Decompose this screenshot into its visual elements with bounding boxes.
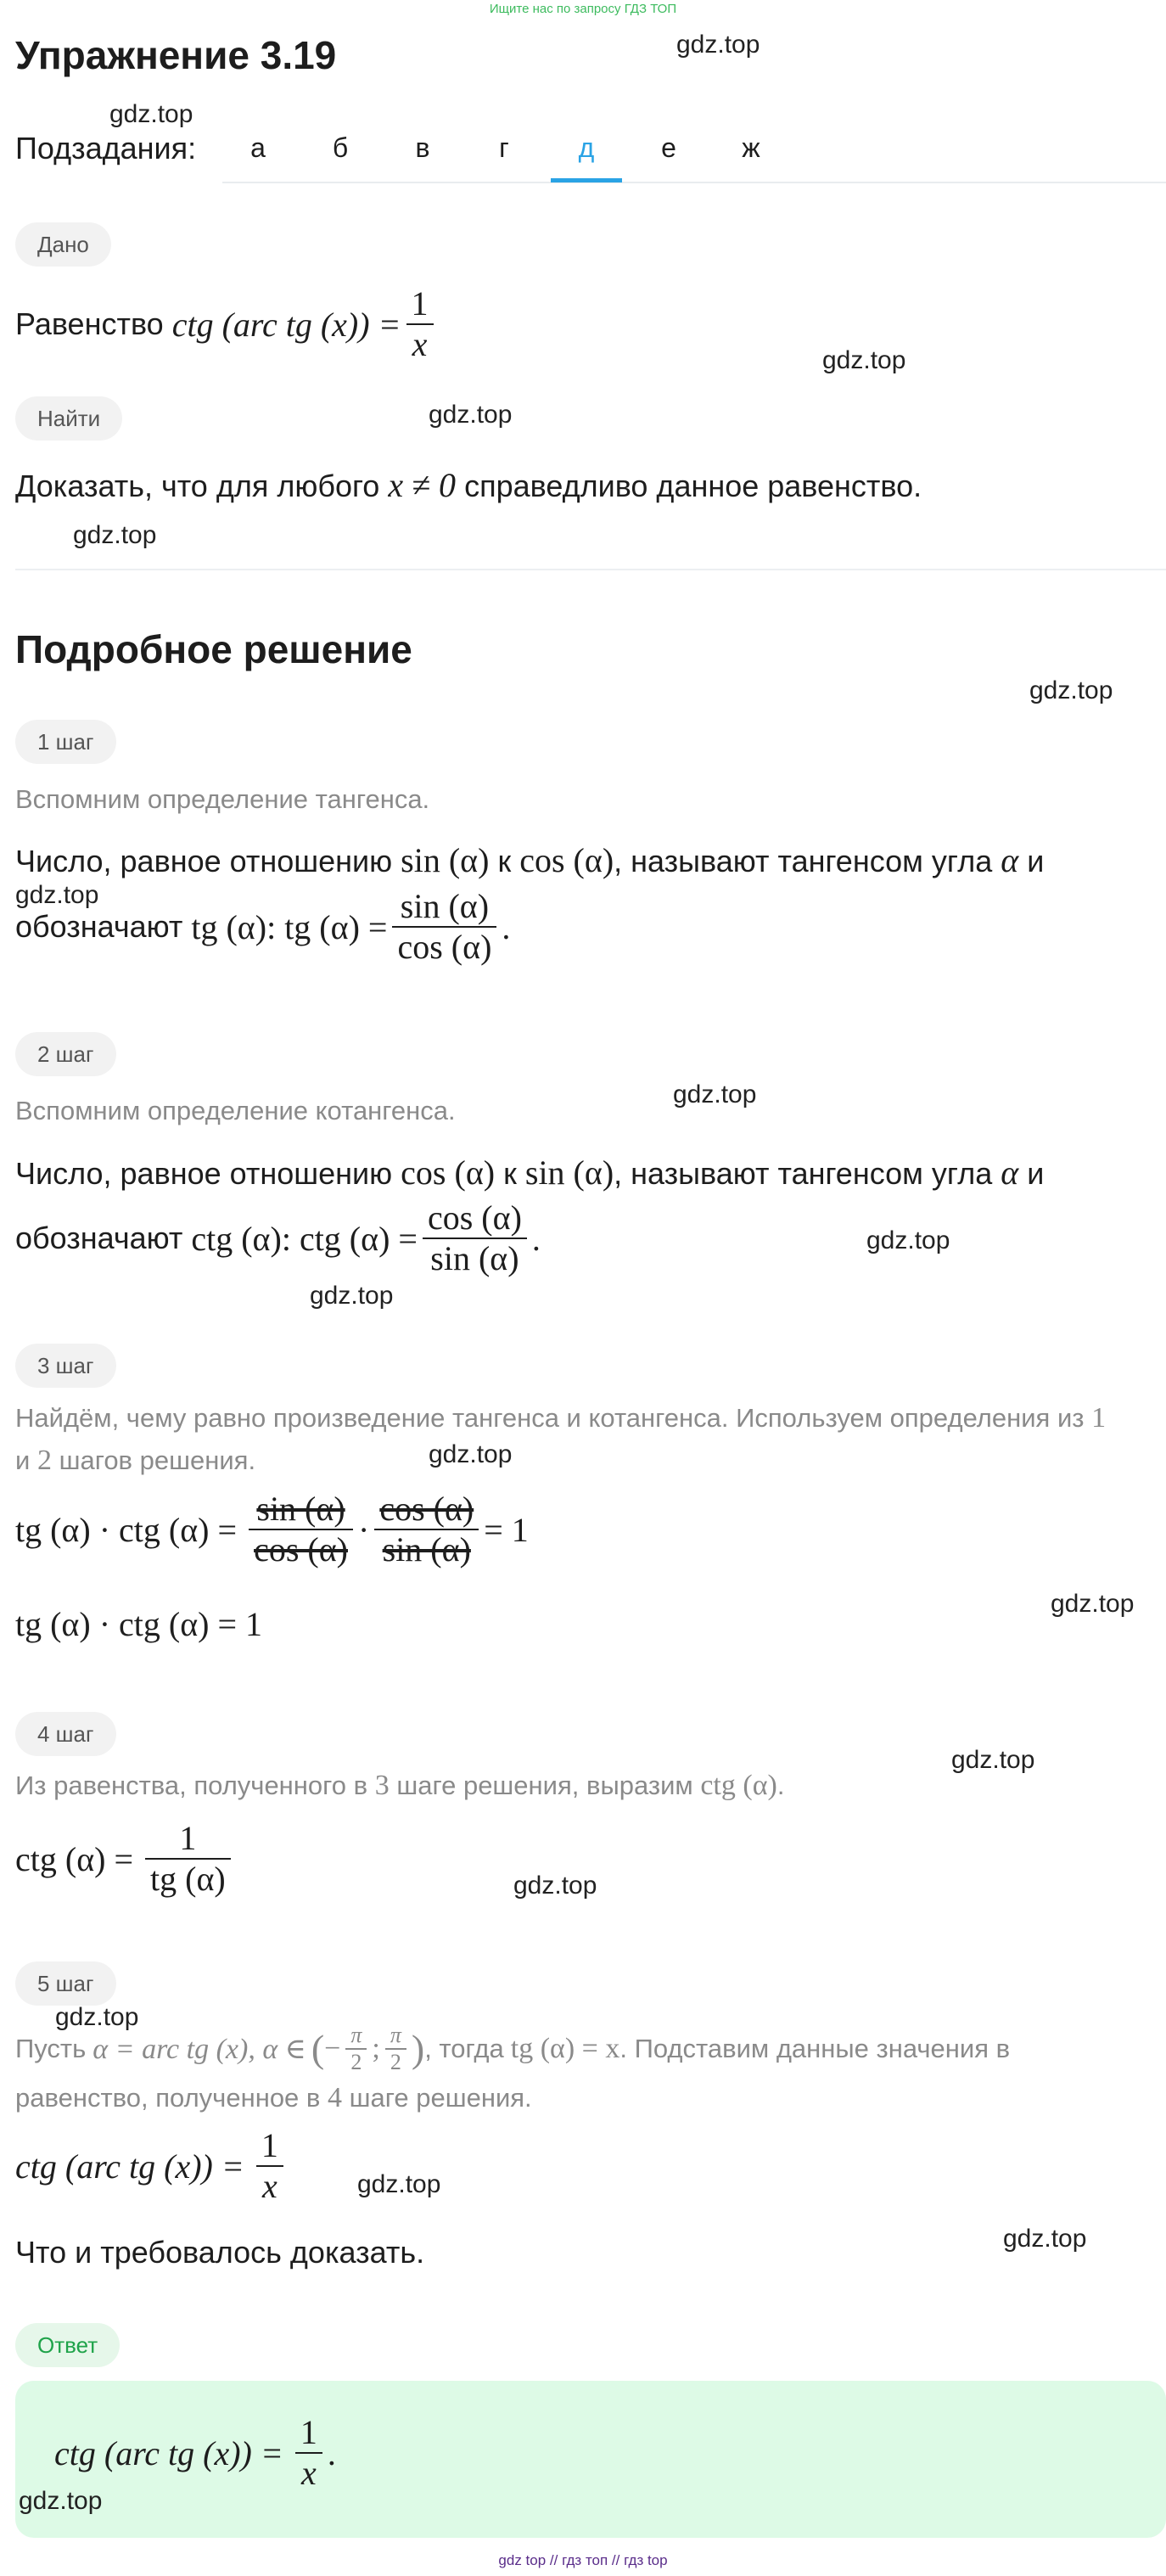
step-2-note: Вспомним определение котангенса. <box>15 1096 456 1125</box>
fraction-denominator: x <box>412 325 428 363</box>
given-fraction <box>406 284 434 364</box>
step-1-math: : tg (α) = <box>266 907 388 946</box>
tab-e[interactable]: е <box>661 132 676 163</box>
watermark: gdz.top <box>866 1226 950 1254</box>
fraction-numerator: 1 <box>145 1819 231 1860</box>
step-2-text: , называют тангенсом угла <box>614 1156 993 1191</box>
step-1-note: Вспомним определение тангенса. <box>15 784 430 814</box>
watermark: gdz.top <box>513 1872 597 1900</box>
step-2-badge: 2 шаг <box>15 1032 116 1076</box>
step-5-line-2 <box>15 2082 532 2114</box>
find-math: x ≠ 0 <box>388 466 457 504</box>
step-5-badge: 5 шаг <box>15 1961 116 2006</box>
footer: gdz top // гдз топ // гдз top <box>498 2552 668 2568</box>
step-2-math: : ctg (α) = <box>281 1219 418 1258</box>
step-3-math: 1 <box>1091 1402 1107 1434</box>
step-2-math: α <box>1001 1153 1019 1192</box>
fraction-denominator: tg (α) <box>150 1860 226 1898</box>
fraction-denominator: x <box>261 2167 277 2205</box>
step-3-note-1 <box>15 1402 1106 1434</box>
watermark: gdz.top <box>310 1282 394 1310</box>
step-1-math: α <box>1001 841 1019 879</box>
step-5-math: ctg (arc tg (x)) = <box>15 2147 244 2186</box>
step-2-text: обозначают <box>15 1221 183 1255</box>
answer-math: ctg (arc tg (x)) = <box>54 2433 283 2472</box>
fraction-numerator: 1 <box>406 284 434 325</box>
step-5-fraction <box>256 2126 283 2206</box>
step-1-text: обозначают <box>15 909 183 944</box>
fraction-denominator: cos (α) <box>397 928 492 966</box>
step-3-math: 2 <box>36 1445 52 1476</box>
step-1-math: tg (α) <box>191 907 267 946</box>
step-1-text: , называют тангенсом угла <box>614 844 993 878</box>
step-1-text: к <box>497 844 512 878</box>
given-statement <box>15 284 439 364</box>
step-5-text: . Подставим данные значения в <box>619 2033 1011 2063</box>
step-5-math: − <box>324 2032 341 2064</box>
fraction-numerator: sin (α) <box>249 1490 353 1530</box>
step-4-fraction <box>145 1819 231 1899</box>
step-1-line-2: обозначают tg (α) : tg (α) = $\frac{\sin (\alpha)}{\cos (\alpha)}$ . <box>15 887 511 966</box>
step-1-fraction <box>392 887 496 967</box>
fraction-denominator: 2 <box>350 2049 362 2074</box>
step-3-math: tg (α) · ctg (α) = <box>15 1510 238 1549</box>
step-5-fraction-left <box>345 2023 367 2075</box>
step-2-math: ctg (α) <box>191 1219 282 1258</box>
step-5-text: шаге решения. <box>349 2083 532 2113</box>
tab-v[interactable]: в <box>415 132 430 163</box>
find-text-b: справедливо данное равенство. <box>464 469 922 503</box>
step-4-text: шаге решения, выразим <box>396 1771 693 1800</box>
step-5-conclusion: Что и требовалось доказать. <box>15 2235 425 2270</box>
step-3-fraction-1 <box>249 1490 353 1569</box>
answer-fraction <box>295 2413 322 2493</box>
answer-badge: Ответ <box>15 2323 120 2367</box>
step-3-text: шагов решения. <box>59 1445 256 1475</box>
step-3-text: Найдём, чему равно произведение тангенса и котангенса. Используем определения из <box>15 1403 1085 1433</box>
tab-zh[interactable]: ж <box>742 132 760 163</box>
answer-math: . <box>327 2433 336 2472</box>
watermark: gdz.top <box>109 100 193 128</box>
step-5-line-1 <box>15 2023 1010 2075</box>
fraction-denominator: 2 <box>390 2049 401 2074</box>
given-badge: Дано <box>15 222 111 267</box>
answer-equation <box>54 2413 336 2493</box>
step-2-math: cos (α) <box>401 1153 496 1192</box>
step-5-text: , тогда <box>424 2033 504 2063</box>
step-2-text: Число, равное отношению <box>15 1156 393 1191</box>
fraction-denominator: sin (α) <box>430 1239 519 1277</box>
watermark: gdz.top <box>951 1746 1035 1774</box>
tab-g[interactable]: г <box>499 132 509 163</box>
fraction-numerator: cos (α) <box>374 1490 479 1530</box>
fraction-denominator: sin (α) <box>382 1530 471 1569</box>
subtask-tabs <box>222 127 1166 183</box>
step-4-badge: 4 шаг <box>15 1712 116 1756</box>
step-1-math: cos (α) <box>519 841 614 879</box>
watermark: gdz.top <box>676 31 760 59</box>
tab-a[interactable]: а <box>250 132 266 163</box>
step-1-badge: 1 шаг <box>15 720 116 764</box>
tab-d[interactable]: д <box>578 132 595 163</box>
find-badge: Найти <box>15 396 122 441</box>
watermark: gdz.top <box>1003 2225 1087 2253</box>
step-1-math: sin (α) <box>401 841 490 879</box>
step-4-math: 3 <box>374 1770 390 1801</box>
fraction-numerator: 1 <box>295 2413 322 2454</box>
step-4-math: ctg (α) <box>700 1770 777 1801</box>
find-text-a: Доказать, что для любого <box>15 469 380 503</box>
step-3-note-2 <box>15 1445 255 1477</box>
watermark: gdz.top <box>15 881 99 909</box>
watermark: gdz.top <box>822 346 906 374</box>
step-5-equation <box>15 2126 289 2206</box>
step-5-math: 4 <box>328 2082 343 2113</box>
step-3-badge: 3 шаг <box>15 1344 116 1388</box>
find-statement <box>15 465 922 505</box>
given-lead: Равенство <box>15 306 164 341</box>
step-4-equation <box>15 1819 236 1899</box>
step-5-text: Пусть <box>15 2033 87 2063</box>
step-5-math: α = arc tg (x), α ∈ <box>92 2033 306 2065</box>
fraction-denominator: cos (α) <box>254 1530 348 1569</box>
step-3-equation-1 <box>15 1490 529 1569</box>
watermark: gdz.top <box>73 521 157 549</box>
step-1-text: и <box>1027 844 1045 878</box>
step-2-line-1 <box>15 1153 1044 1193</box>
step-2-math: sin (α) <box>524 1153 614 1192</box>
step-5-text: равенство, полученное в <box>15 2083 321 2113</box>
fraction-numerator: π <box>345 2023 367 2050</box>
watermark: gdz.top <box>673 1080 757 1108</box>
solution-title: Подробное решение <box>15 627 412 671</box>
section-divider <box>15 569 1166 570</box>
watermark: gdz.top <box>1029 676 1113 704</box>
step-3-fraction-2 <box>374 1490 479 1569</box>
step-3-math: · <box>357 1510 370 1549</box>
given-eq-left: ctg (arc tg (x)) = <box>171 305 401 344</box>
step-3-math: = 1 <box>484 1510 529 1549</box>
fraction-numerator: 1 <box>256 2126 283 2167</box>
step-1-text: Число, равное отношению <box>15 844 393 878</box>
fraction-denominator: x <box>300 2454 317 2492</box>
step-4-math: ctg (α) = <box>15 1839 134 1878</box>
step-5-math: ; <box>372 2032 380 2064</box>
subtasks-label: Подзадания: <box>15 131 197 166</box>
step-2-line-2: обозначают ctg (α) : ctg (α) = $\frac{\cos (\alpha)}{\sin (\alpha)}$ . <box>15 1198 541 1277</box>
page-title: Упражнение 3.19 <box>15 33 337 77</box>
watermark: gdz.top <box>357 2170 441 2198</box>
step-2-fraction <box>423 1198 527 1278</box>
watermark: gdz.top <box>429 401 513 429</box>
step-4-text: Из равенства, полученного в <box>15 1771 368 1800</box>
tab-b[interactable]: б <box>332 132 349 163</box>
step-1-line-1 <box>15 840 1044 880</box>
step-3-equation-2: tg (α) · ctg (α) = 1 <box>15 1605 263 1643</box>
step-3-text: и <box>15 1445 31 1475</box>
active-tab-indicator <box>551 178 622 182</box>
watermark: gdz.top <box>55 2003 139 2031</box>
step-5-math: tg (α) = x <box>510 2032 620 2064</box>
watermark: gdz.top <box>1051 1590 1135 1618</box>
step-4-text: . <box>776 1771 785 1800</box>
step-5-fraction-right <box>385 2023 406 2075</box>
step-5-math: ( <box>311 2027 325 2071</box>
fraction-numerator: cos (α) <box>423 1198 527 1239</box>
fraction-numerator: sin (α) <box>392 887 496 928</box>
fraction-numerator: π <box>385 2023 406 2050</box>
watermark: gdz.top <box>19 2487 103 2515</box>
step-4-note <box>15 1770 784 1802</box>
step-2-text: к <box>503 1156 517 1191</box>
watermark: gdz.top <box>429 1440 513 1468</box>
top-banner: Ищите нас по запросу ГДЗ ТОП <box>489 2 677 16</box>
step-2-text: и <box>1027 1156 1045 1191</box>
step-5-math: ) <box>411 2027 425 2071</box>
